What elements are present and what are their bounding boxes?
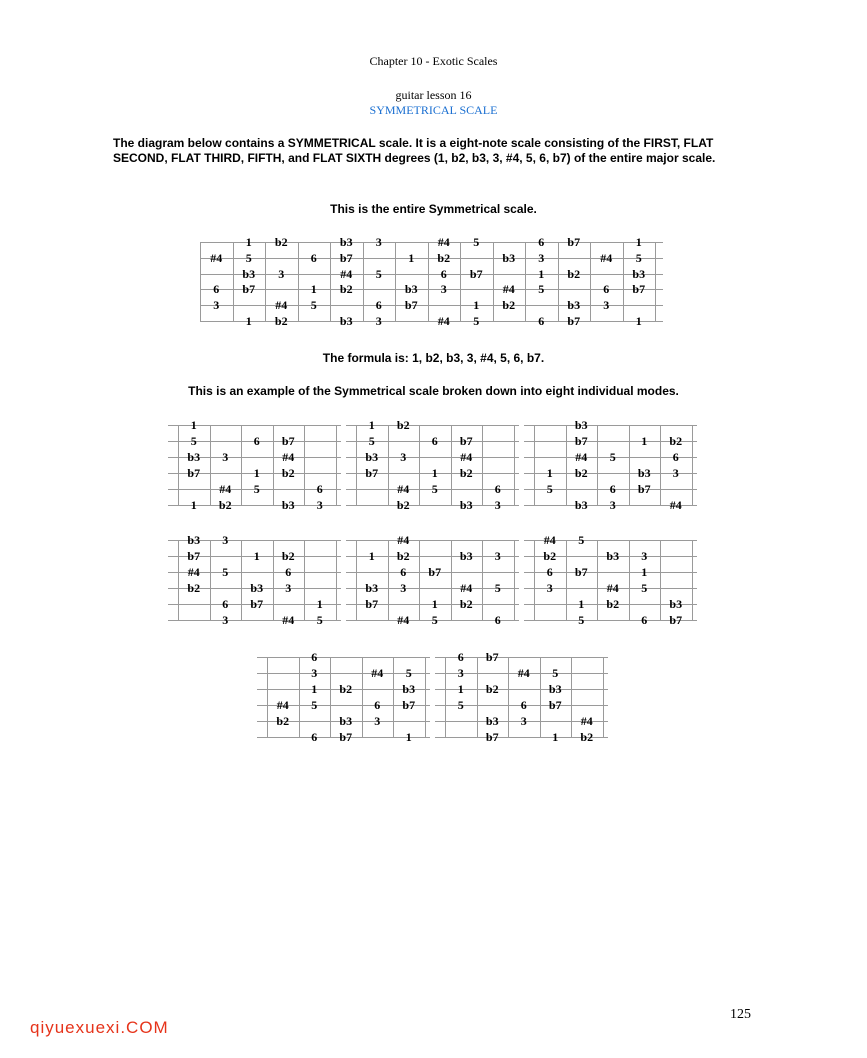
- lesson-label: guitar lesson 16: [395, 88, 472, 102]
- fret-line: [330, 242, 331, 321]
- note-label: 5: [310, 298, 317, 313]
- note-label: b3: [365, 450, 379, 464]
- note-label: #4: [669, 498, 682, 512]
- string-line: [346, 540, 519, 541]
- scale-title: SYMMETRICAL SCALE: [369, 103, 498, 117]
- note-label: b7: [459, 434, 473, 448]
- note-label: 5: [222, 565, 229, 579]
- note-label: b3: [632, 266, 646, 281]
- note-label: b2: [669, 434, 683, 448]
- note-label: 3: [316, 498, 323, 512]
- note-label: 5: [431, 482, 438, 496]
- fret-line: [540, 657, 541, 737]
- note-label: b3: [404, 282, 418, 297]
- note-label: 6: [311, 650, 318, 664]
- note-label: b2: [218, 498, 232, 512]
- fret-line: [267, 657, 268, 737]
- note-label: 1: [245, 235, 252, 249]
- fret-line: [304, 425, 305, 505]
- note-label: b2: [580, 730, 594, 744]
- note-label: 3: [222, 533, 229, 547]
- note-label: 3: [457, 666, 464, 680]
- note-label: 6: [316, 482, 323, 496]
- note-label: #4: [275, 298, 288, 313]
- note-label: 5: [311, 698, 318, 712]
- note-label: b2: [396, 498, 410, 512]
- note-label: b3: [281, 498, 295, 512]
- fret-line: [660, 425, 661, 505]
- note-label: 1: [473, 298, 480, 313]
- note-label: 1: [190, 498, 197, 512]
- fret-line: [233, 242, 234, 321]
- note-label: 6: [310, 250, 317, 265]
- note-label: b7: [281, 434, 295, 448]
- fret-line: [299, 657, 300, 737]
- fret-line: [241, 425, 242, 505]
- note-label: 1: [253, 549, 260, 563]
- fret-line: [425, 657, 426, 737]
- note-label: 6: [538, 235, 545, 249]
- note-label: 1: [635, 235, 642, 249]
- fret-line: [692, 425, 693, 505]
- fret-line: [590, 242, 591, 321]
- fret-line: [393, 657, 394, 737]
- note-label: 1: [641, 434, 648, 448]
- note-label: 3: [520, 714, 527, 728]
- fret-line: [571, 657, 572, 737]
- note-label: #4: [543, 533, 556, 547]
- note-label: b2: [274, 235, 288, 249]
- entire-scale-caption: This is the entire Symmetrical scale.: [330, 202, 537, 216]
- string-line: [257, 657, 430, 658]
- note-label: 1: [310, 282, 317, 297]
- note-label: 5: [609, 450, 616, 464]
- note-label: #4: [340, 266, 353, 281]
- fret-line: [178, 425, 179, 505]
- note-label: b7: [250, 597, 264, 611]
- note-label: 1: [641, 565, 648, 579]
- site-watermark: qiyuexuexi.COM: [30, 1018, 169, 1037]
- note-label: #4: [397, 482, 410, 496]
- fret-line: [566, 425, 567, 505]
- note-label: 5: [641, 581, 648, 595]
- note-label: 5: [494, 581, 501, 595]
- note-label: b3: [187, 450, 201, 464]
- note-label: 5: [578, 533, 585, 547]
- note-label: 3: [311, 666, 318, 680]
- fret-line: [363, 242, 364, 321]
- fret-line: [451, 425, 452, 505]
- note-label: b7: [485, 730, 499, 744]
- note-label: b2: [459, 466, 473, 480]
- note-label: b7: [404, 298, 418, 313]
- note-label: b2: [502, 298, 516, 313]
- note-label: #4: [397, 533, 410, 547]
- fret-line: [336, 540, 337, 620]
- fret-line: [508, 657, 509, 737]
- note-label: 6: [440, 266, 447, 281]
- note-label: b7: [637, 482, 651, 496]
- note-label: 1: [552, 730, 559, 744]
- mode-diagram-2: [346, 418, 519, 512]
- note-label: b7: [365, 466, 379, 480]
- note-label: 3: [672, 466, 679, 480]
- fret-line: [482, 425, 483, 505]
- fret-line: [273, 425, 274, 505]
- note-label: 3: [400, 450, 407, 464]
- note-label: 3: [375, 235, 382, 249]
- note-label: 3: [641, 549, 648, 563]
- note-label: 3: [538, 250, 545, 265]
- fret-line: [534, 540, 535, 620]
- note-label: 1: [368, 549, 375, 563]
- note-label: #4: [606, 581, 619, 595]
- note-label: #4: [575, 450, 588, 464]
- modes-caption: This is an example of the Symmetrical scale broken down into eight individual modes.: [188, 384, 679, 398]
- note-label: 6: [672, 450, 679, 464]
- fret-line: [200, 242, 201, 321]
- note-label: b7: [469, 266, 483, 281]
- fret-line: [558, 242, 559, 321]
- note-label: #4: [282, 613, 295, 627]
- note-label: b3: [567, 298, 581, 313]
- mode-diagram-8: [435, 650, 608, 744]
- fret-line: [178, 540, 179, 620]
- fret-line: [419, 425, 420, 505]
- note-label: 5: [375, 266, 382, 281]
- fret-line: [566, 540, 567, 620]
- mode-diagram-5: [346, 533, 519, 627]
- fret-line: [356, 425, 357, 505]
- note-label: 6: [603, 282, 610, 297]
- note-label: b3: [250, 581, 264, 595]
- note-label: b3: [339, 235, 353, 249]
- note-label: 6: [253, 434, 260, 448]
- fret-line: [304, 540, 305, 620]
- intro-paragraph: The diagram below contains a SYMMETRICAL scale. It is a eight-note scale consisting of the FIRST, FLAT SECOND, FLAT THIRD, FIFTH, and FLAT SIXTH degrees (1, b2, b3, 3, #4, 5, 6, b7) of the entire major scale.: [113, 136, 716, 165]
- note-label: 3: [222, 450, 229, 464]
- note-label: #4: [282, 450, 295, 464]
- note-label: b7: [632, 282, 646, 297]
- note-label: b3: [606, 549, 620, 563]
- fret-line: [477, 657, 478, 737]
- note-label: b3: [548, 682, 562, 696]
- note-label: #4: [460, 450, 473, 464]
- note-label: 5: [405, 666, 412, 680]
- fret-line: [395, 242, 396, 321]
- note-label: 3: [400, 581, 407, 595]
- note-label: 5: [368, 434, 375, 448]
- fret-line: [597, 540, 598, 620]
- mode-diagram-1: [168, 418, 341, 512]
- fret-line: [428, 242, 429, 321]
- note-label: b3: [637, 466, 651, 480]
- fret-line: [362, 657, 363, 737]
- note-label: b3: [459, 498, 473, 512]
- note-label: b7: [187, 549, 201, 563]
- note-label: 5: [190, 434, 197, 448]
- note-label: b2: [567, 266, 581, 281]
- note-label: 6: [457, 650, 464, 664]
- note-label: 1: [190, 418, 197, 432]
- note-label: 5: [431, 613, 438, 627]
- note-label: 6: [222, 597, 229, 611]
- note-label: 3: [440, 282, 447, 297]
- note-label: 5: [552, 666, 559, 680]
- note-label: 6: [494, 482, 501, 496]
- mode-diagram-6: [524, 533, 697, 627]
- note-label: b7: [548, 698, 562, 712]
- note-label: 1: [538, 266, 545, 281]
- fret-line: [525, 242, 526, 321]
- fret-line: [241, 540, 242, 620]
- note-label: 1: [316, 597, 323, 611]
- note-label: b2: [606, 597, 620, 611]
- entire-scale-diagram: [200, 235, 663, 328]
- fret-line: [451, 540, 452, 620]
- note-label: 1: [253, 466, 260, 480]
- note-label: 3: [285, 581, 292, 595]
- fret-line: [210, 540, 211, 620]
- note-label: 6: [311, 730, 318, 744]
- string-line: [524, 425, 697, 426]
- note-label: 1: [405, 730, 412, 744]
- fret-line: [629, 425, 630, 505]
- note-label: 1: [431, 597, 438, 611]
- fret-line: [692, 540, 693, 620]
- fret-line: [655, 242, 656, 321]
- fret-line: [482, 540, 483, 620]
- note-label: #4: [187, 565, 200, 579]
- fret-line: [603, 657, 604, 737]
- note-label: #4: [276, 698, 289, 712]
- note-label: 3: [603, 298, 610, 313]
- note-label: 3: [222, 613, 229, 627]
- fret-line: [210, 425, 211, 505]
- note-label: b2: [339, 682, 353, 696]
- note-label: 3: [278, 266, 285, 281]
- note-label: b3: [242, 266, 256, 281]
- note-label: b7: [574, 434, 588, 448]
- note-label: 3: [546, 581, 553, 595]
- note-label: b2: [485, 682, 499, 696]
- note-label: 6: [400, 565, 407, 579]
- note-label: 6: [374, 698, 381, 712]
- note-label: 1: [635, 314, 642, 328]
- note-label: b3: [339, 714, 353, 728]
- note-label: b2: [543, 549, 557, 563]
- note-label: 5: [253, 482, 260, 496]
- mode-diagram-4: [168, 533, 341, 627]
- note-label: b7: [242, 282, 256, 297]
- note-label: b7: [402, 698, 416, 712]
- note-label: 3: [494, 549, 501, 563]
- note-label: 6: [641, 613, 648, 627]
- note-label: 5: [316, 613, 323, 627]
- note-label: b2: [187, 581, 201, 595]
- note-label: 6: [546, 565, 553, 579]
- note-label: b7: [428, 565, 442, 579]
- note-label: #4: [580, 714, 593, 728]
- note-label: b2: [276, 714, 290, 728]
- fret-line: [273, 540, 274, 620]
- note-label: 5: [245, 250, 252, 265]
- fret-line: [330, 657, 331, 737]
- fret-line: [660, 540, 661, 620]
- note-label: b3: [402, 682, 416, 696]
- fret-line: [356, 540, 357, 620]
- fret-line: [388, 540, 389, 620]
- note-label: #4: [219, 482, 232, 496]
- note-label: b3: [502, 250, 516, 265]
- note-label: 3: [609, 498, 616, 512]
- fret-line: [298, 242, 299, 321]
- note-label: #4: [517, 666, 530, 680]
- fret-line: [514, 425, 515, 505]
- note-label: 1: [311, 682, 318, 696]
- note-label: 6: [520, 698, 527, 712]
- note-label: #4: [437, 235, 450, 249]
- note-label: 5: [473, 314, 480, 328]
- note-label: 6: [213, 282, 220, 297]
- note-label: #4: [437, 314, 450, 328]
- note-label: 5: [546, 482, 553, 496]
- mode-diagram-3: [524, 418, 697, 512]
- note-label: 1: [546, 466, 553, 480]
- note-label: b2: [339, 282, 353, 297]
- note-label: b7: [365, 597, 379, 611]
- note-label: b7: [485, 650, 499, 664]
- note-label: 6: [431, 434, 438, 448]
- note-label: b2: [396, 418, 410, 432]
- note-label: b3: [365, 581, 379, 595]
- mode-diagram-7: [257, 650, 430, 744]
- fret-line: [265, 242, 266, 321]
- note-label: b7: [567, 314, 581, 328]
- note-label: 6: [609, 482, 616, 496]
- note-label: b3: [459, 549, 473, 563]
- note-label: b7: [574, 565, 588, 579]
- note-label: #4: [460, 581, 473, 595]
- note-label: 3: [374, 714, 381, 728]
- note-label: 6: [538, 314, 545, 328]
- fret-line: [419, 540, 420, 620]
- note-label: 6: [494, 613, 501, 627]
- fret-line: [597, 425, 598, 505]
- note-label: 1: [431, 466, 438, 480]
- note-label: 1: [457, 682, 464, 696]
- note-label: 6: [285, 565, 292, 579]
- note-label: b3: [339, 314, 353, 328]
- page-number: 125: [730, 1007, 751, 1022]
- note-label: 1: [408, 250, 415, 265]
- note-label: b7: [339, 730, 353, 744]
- note-label: b3: [669, 597, 683, 611]
- fret-line: [388, 425, 389, 505]
- note-label: b2: [281, 466, 295, 480]
- note-label: b2: [274, 314, 288, 328]
- note-label: 6: [375, 298, 382, 313]
- note-label: 1: [368, 418, 375, 432]
- note-label: b7: [669, 613, 683, 627]
- fret-line: [460, 242, 461, 321]
- note-label: 5: [578, 613, 585, 627]
- note-label: 5: [457, 698, 464, 712]
- note-label: b2: [281, 549, 295, 563]
- note-label: 5: [538, 282, 545, 297]
- fret-line: [629, 540, 630, 620]
- note-label: b2: [459, 597, 473, 611]
- note-label: b3: [187, 533, 201, 547]
- note-label: 5: [473, 235, 480, 249]
- fret-line: [534, 425, 535, 505]
- note-label: 1: [245, 314, 252, 328]
- note-label: 5: [635, 250, 642, 265]
- note-label: b3: [485, 714, 499, 728]
- note-label: b7: [339, 250, 353, 265]
- chapter-heading: Chapter 10 - Exotic Scales: [369, 54, 498, 68]
- fret-line: [514, 540, 515, 620]
- fret-line: [493, 242, 494, 321]
- fret-line: [445, 657, 446, 737]
- note-label: #4: [397, 613, 410, 627]
- note-label: 3: [213, 298, 220, 313]
- note-label: #4: [600, 250, 613, 265]
- note-label: 1: [578, 597, 585, 611]
- fret-line: [336, 425, 337, 505]
- note-label: b2: [437, 250, 451, 265]
- note-label: b3: [574, 418, 588, 432]
- fret-line: [623, 242, 624, 321]
- note-label: b7: [567, 235, 581, 249]
- note-label: b7: [187, 466, 201, 480]
- formula-caption: The formula is: 1, b2, b3, 3, #4, 5, 6, b7.: [322, 351, 545, 365]
- note-label: 3: [375, 314, 382, 328]
- note-label: b2: [396, 549, 410, 563]
- note-label: #4: [210, 250, 223, 265]
- note-label: #4: [502, 282, 515, 297]
- note-label: b2: [574, 466, 588, 480]
- note-label: b3: [574, 498, 588, 512]
- note-label: 3: [494, 498, 501, 512]
- note-label: #4: [371, 666, 384, 680]
